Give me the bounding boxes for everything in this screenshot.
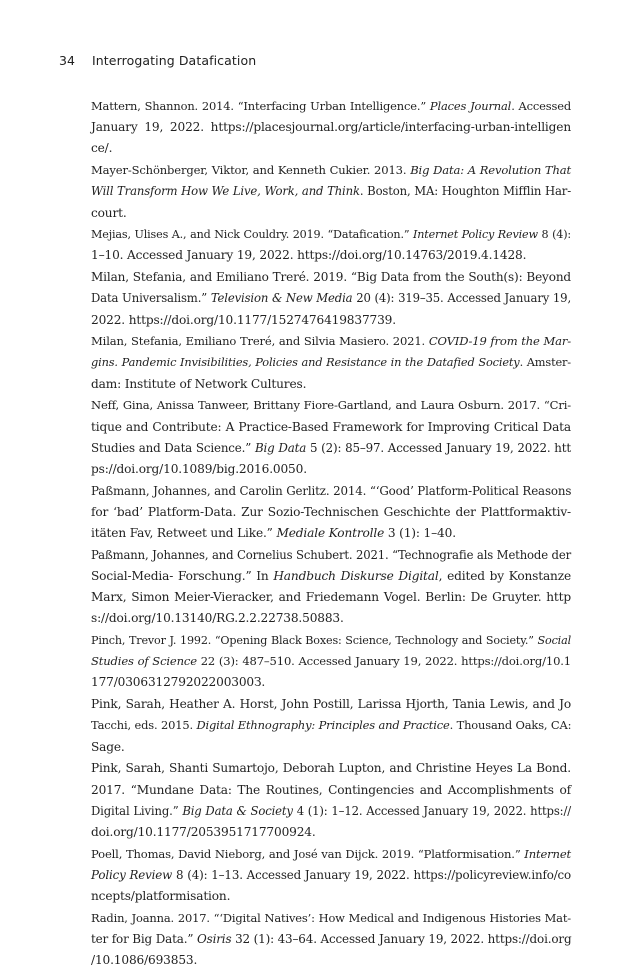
reference-text: . Accessed [511,99,571,113]
reference-text: Mattern, Shannon. 2014. “Interfacing Urban Intelligence.” [91,99,430,113]
italic-title: gins. Pandemic Invisibilities, Policies and Resistance in the Datafied Society [91,355,520,370]
reference-line [91,181,571,202]
italic-title: Places Journal [429,99,512,113]
reference-text: 8 (4): [537,228,572,242]
reference-line [91,523,571,544]
reference-line [91,417,571,438]
reference-text: , edited by Konstanze [438,568,572,583]
reference-text: Pink, Sarah, Shanti Sumartojo, Deborah Lupton, and Christine Heyes La Bond. [91,761,571,776]
reference-entry [91,395,571,480]
reference-text: 2017. “Mundane Data: The Routines, Contingencies and Accomplishments of [91,782,571,797]
reference-text: Pinch, Trevor J. 1992. “Opening Black Boxes: Science, Technology and Society.” [91,634,538,648]
reference-text: ter for Big Data.” [91,931,197,946]
reference-line [91,651,571,672]
reference-text: /10.1086/693853. [91,953,198,968]
reference-line [91,737,571,758]
reference-text: tique and Contribute: A Practice-Based Framework for Improving Critical Data [91,419,571,434]
reference-text: court. [91,205,127,220]
reference-line [91,138,571,159]
reference-text: Digital Living.” [91,803,183,818]
reference-line [91,267,571,288]
reference-text: Tacchi, eds. 2015. [91,718,197,733]
reference-line [91,865,572,886]
reference-text: 5 (2): 85–97. Accessed January 19, 2022. htt [306,440,572,455]
reference-text: 1–10. Accessed January 19, 2022. https://doi.org/10.14763/2019.4.1428. [91,248,527,263]
reference-line [91,886,571,907]
reference-line [91,438,572,459]
reference-text: Paßmann, Johannes, and Cornelius Schubert. 2021. “Technografie als Methode der [91,547,571,562]
reference-text: . Amster- [519,355,571,370]
reference-entry [91,96,571,160]
reference-text: Paßmann, Johannes, and Carolin Gerlitz. 2014. “‘Good’ Platform-Political Reasons [91,483,572,498]
reference-line [91,502,571,523]
reference-text: Social-Media- Forschung.” In [91,568,274,583]
reference-line [91,224,572,245]
reference-line [91,203,571,224]
reference-text: Milan, Stefania, Emiliano Treré, and Silvia Masiero. 2021. [91,334,429,349]
running-title: Interrogating Datafication [92,53,257,68]
reference-entry [91,908,571,972]
reference-entry [91,224,571,266]
reference-text: Neff, Gina, Anissa Tanweer, Brittany Fiore-Gartland, and Laura Osburn. 2017. “Cri- [91,398,571,413]
reference-text: Studies and Data Science.” [91,440,255,455]
italic-title: Digital Ethnography: Principles and Practice [196,718,450,733]
running-header [59,53,256,68]
reference-text: for ‘bad’ Platform-Data. Zur Sozio-Technischen Geschichte der Plattformaktiv- [91,504,571,519]
italic-title: Television & New Media [210,291,353,306]
reference-entry [91,331,571,395]
reference-text: Data Universalism.” [91,291,211,306]
reference-text: dam: Institute of Network Cultures. [91,376,307,391]
italic-title: Mediale Kontrolle [276,526,385,541]
reference-line [91,566,572,587]
reference-line [91,481,572,502]
reference-text: Poell, Thomas, David Nieborg, and José van Dijck. 2019. “Platformisation.” [91,846,525,861]
reference-text: Pink, Sarah, Heather A. Horst, John Postill, Larissa Hjorth, Tania Lewis, and Jo [91,697,571,712]
italic-title: Internet Policy Review [413,228,538,242]
reference-entry [91,694,571,758]
reference-entry [91,630,571,694]
reference-line [91,545,571,566]
reference-line [91,929,572,950]
italic-title: Big Data & Society [182,803,293,818]
reference-entry [91,758,571,843]
reference-line [91,694,571,715]
reference-line [91,801,571,822]
reference-entry [91,481,571,545]
italic-title: Big Data [254,440,307,455]
reference-line [91,630,571,651]
reference-entry [91,160,571,224]
reference-text: . Boston, MA: Houghton Mifflin Har- [359,184,571,199]
reference-line [91,288,571,309]
reference-line [91,245,571,266]
reference-text: ps://doi.org/10.1089/big.2016.0050. [91,461,307,476]
reference-text: 8 (4): 1–13. Accessed January 19, 2022. https://policyreview.info/co [172,867,572,882]
reference-line [91,395,571,416]
reference-text: itäten Fav, Retweet und Like.” [91,526,277,541]
reference-text: 3 (1): 1–40. [384,526,456,541]
reference-text: 177/030631279202200300З. [91,675,266,690]
reference-text: doi.org/10.1177/2053951717700924. [91,824,316,839]
italic-title: Studies of Science [91,654,197,669]
reference-text: Mejias, Ulises A., and Nick Couldry. 2019. “Datafication.” [91,228,414,242]
reference-text: ce/. [91,141,113,156]
reference-text: 2022. https://doi.org/10.1177/1527476419837739. [91,312,396,327]
reference-text: Mayer-Schönberger, Viktor, and Kenneth Cukier. 2013. [91,163,411,178]
italic-title: Internet [524,846,571,861]
reference-line [91,715,572,736]
italic-title: Handbuch Diskurse Digital [273,568,439,583]
reference-line [91,822,571,843]
italic-title: Social [537,634,571,648]
reference-text: Radin, Joanna. 2017. “‘Digital Natives’: How Medical and Indigenous Histories Mat- [91,910,571,925]
reference-text: January 19, 2022. https://placesjournal.org/article/interfacing-urban-intelligen [91,120,571,135]
reference-line [91,374,571,395]
reference-line [91,587,571,608]
italic-title: Big Data: A Revolution That [410,163,571,178]
reference-line [91,672,571,693]
reference-list [91,96,571,972]
reference-line [91,844,571,865]
reference-entry [91,545,571,630]
italic-title: Will Transform How We Live, Work, and Think [91,184,360,199]
reference-line [91,758,571,779]
italic-title: COVID-19 from the Mar- [428,334,571,349]
reference-text: 32 (1): 43–64. Accessed January 19, 2022. https://doi.org [231,931,572,946]
reference-text: Marx, Simon Meier-Vieracker, and Friedemann Vogel. Berlin: De Gruyter. http [91,590,571,605]
reference-text: ncepts/platformisation. [91,889,231,904]
page-number: 34 [59,53,76,68]
reference-line [91,780,571,801]
reference-text: s://doi.org/10.13140/RG.2.2.22738.50883. [91,611,344,626]
reference-text: . Thousand Oaks, CA: [449,718,572,733]
reference-line [91,908,571,929]
reference-text: Sage. [91,739,125,754]
reference-line [91,117,571,138]
reference-line [91,160,571,181]
reference-line [91,608,571,629]
reference-line [91,459,571,480]
reference-text: 4 (1): 1–12. Accessed January 19, 2022. https:// [292,803,571,818]
reference-line [91,950,571,971]
italic-title: Osiris [196,931,232,946]
reference-text: 22 (3): 487–510. Accessed January 19, 2022. https://doi.org/10.1 [196,654,571,669]
reference-line [91,310,571,331]
reference-line [91,96,571,117]
reference-text: 20 (4): 319–35. Accessed January 19, [352,291,571,306]
reference-entry [91,267,571,331]
italic-title: Policy Review [91,867,173,882]
reference-entry [91,844,571,908]
reference-line [91,352,571,373]
reference-line [91,331,571,352]
reference-text: Milan, Stefania, and Emiliano Treré. 2019. “Big Data from the South(s): Beyond [91,270,571,285]
